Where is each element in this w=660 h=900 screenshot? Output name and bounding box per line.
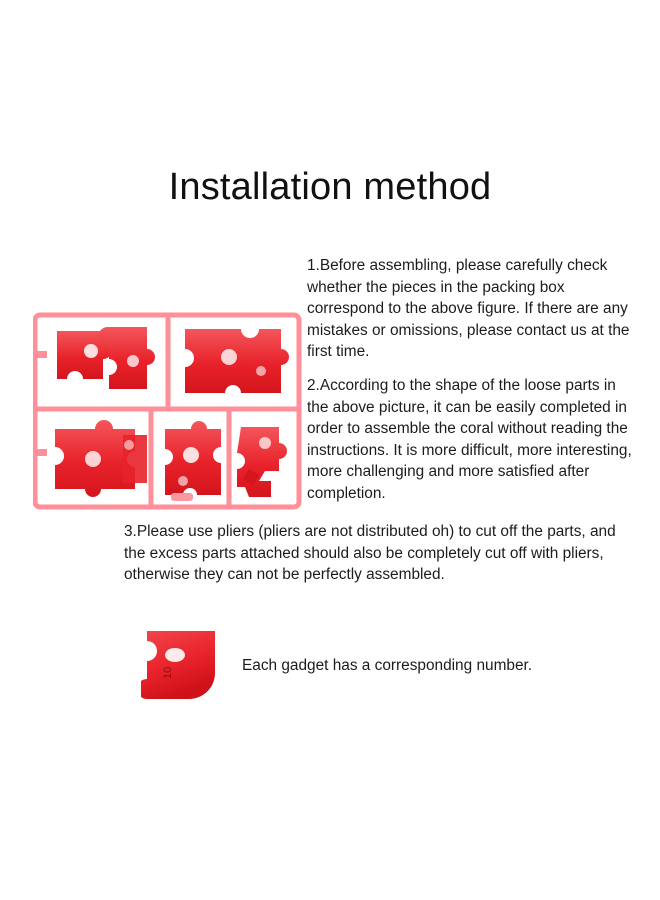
sprue-part-bottom-right [237, 427, 287, 497]
sprue-part-top-right [185, 329, 289, 393]
sprue-figure [33, 309, 303, 514]
sprue-illustration [33, 309, 303, 514]
sprue-part-top-left [57, 327, 155, 389]
caption-row [141, 627, 641, 707]
page-title: Installation method [168, 166, 492, 208]
instruction-paragraph-2: 2.According to the shape of the loose parts in the above picture, it can be easily completed in order to assemble the coral without reading the instructions. It is more difficult, more interesting, more challenging and more satisfied after completion. [307, 377, 632, 502]
detail-number: 10 [162, 666, 174, 679]
detail-figure [141, 627, 221, 705]
sprue-part-bottom-middle [165, 421, 221, 501]
instruction-paragraph-3: 3.Please use pliers (pliers are not distributed oh) to cut off the parts, and the excess parts attached should also be completely cut off with pliers, otherwise they can not be perfectly assembled. [124, 523, 616, 583]
caption-text: Each gadget has a corresponding number. [242, 657, 533, 674]
sprue-part-bottom-left [55, 420, 147, 497]
instruction-paragraph-1: 1.Before assembling, please carefully check whether the pieces in the packing box correspond to the above figure. If there are any mistakes or omissions, please contact us at the first time. [307, 257, 630, 360]
detail-illustration [141, 627, 221, 705]
